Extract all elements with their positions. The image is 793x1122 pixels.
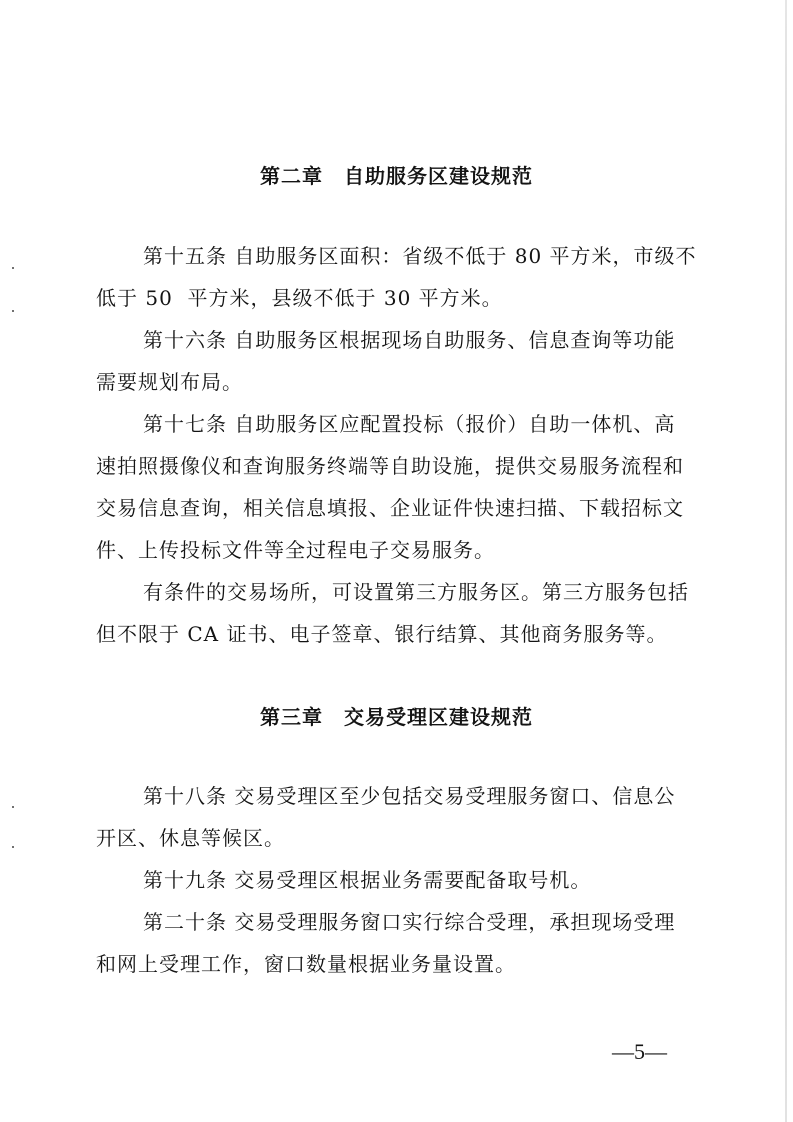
article-15-line-1: 第十五条 自助服务区面积：省级不低于 80 平方米，市级不: [143, 244, 697, 268]
article-20-line-1: 第二十条 交易受理服务窗口实行综合受理，承担现场受理: [143, 910, 676, 934]
margin-mark: [12, 806, 14, 808]
article-17-line-1: 第十七条 自助服务区应配置投标（报价）自助一体机、高: [143, 412, 676, 436]
margin-mark: [12, 267, 14, 269]
article-18-line-2: 开区、休息等候区。: [96, 826, 285, 850]
article-17-line-3: 交易信息查询，相关信息填报、企业证件快速扫描、下载招标文: [96, 496, 684, 520]
margin-mark: [12, 310, 14, 312]
article-16-line-1: 第十六条 自助服务区根据现场自助服务、信息查询等功能: [143, 328, 676, 352]
chapter-2-heading: 第二章 自助服务区建设规范: [260, 164, 533, 188]
article-19-line-1: 第十九条 交易受理区根据业务需要配备取号机。: [143, 868, 592, 892]
article-17-line-4: 件、上传投标文件等全过程电子交易服务。: [96, 538, 495, 562]
article-17-line-2: 速拍照摄像仪和查询服务终端等自助设施，提供交易服务流程和: [96, 454, 684, 478]
article-15-line-2: 低于 50 平方米，县级不低于 30 平方米。: [96, 286, 503, 310]
page-number: —5—: [612, 1039, 667, 1064]
chapter-3-heading: 第三章 交易受理区建设规范: [260, 705, 533, 729]
article-16-line-2: 需要规划布局。: [96, 370, 243, 394]
third-party-line-1: 有条件的交易场所，可设置第三方服务区。第三方服务包括: [143, 580, 689, 604]
article-20-line-2: 和网上受理工作，窗口数量根据业务量设置。: [96, 952, 516, 976]
margin-mark: [12, 846, 14, 848]
article-18-line-1: 第十八条 交易受理区至少包括交易受理服务窗口、信息公: [143, 784, 676, 808]
third-party-line-2: 但不限于 CA 证书、电子签章、银行结算、其他商务服务等。: [96, 622, 668, 646]
